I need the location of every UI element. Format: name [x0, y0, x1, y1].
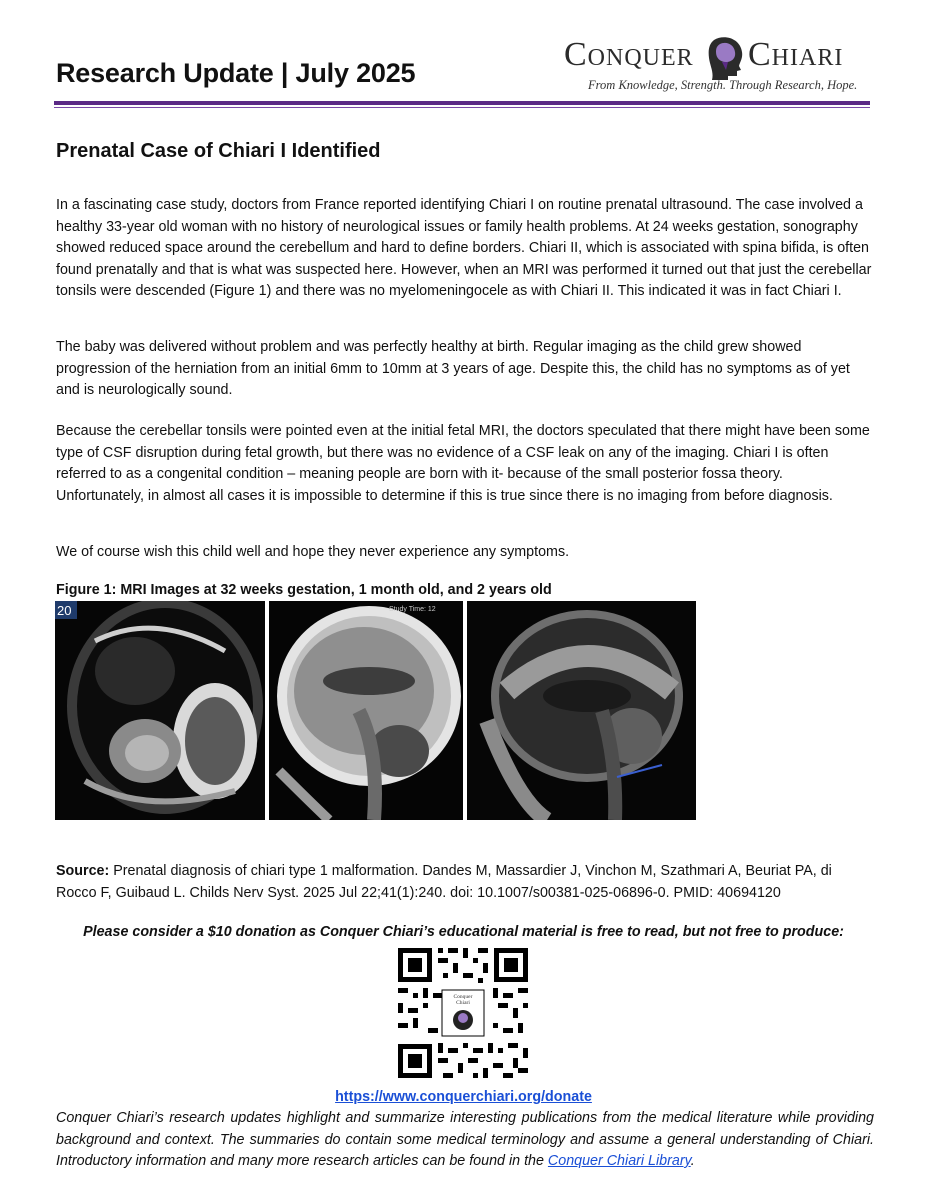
logo-word-conquer: Conquer: [564, 36, 694, 73]
donation-appeal: Please consider a $10 donation as Conquer Chiari’s educational material is free to read, but not free to produce:: [83, 924, 844, 940]
donate-qr-code[interactable]: [396, 946, 530, 1080]
source-text: Prenatal diagnosis of chiari type 1 malformation. Dandes M, Massardier J, Vinchon M, Szathmari A, Beuriat PA, di Rocco F, Guibaud L. Childs Nerv Syst. 2025 Jul 22;41(1):240. doi: 10.1007/s00381-025-06896-0. PMID: 40694120: [56, 863, 832, 901]
qr-logo-text-conquer: Conquer: [453, 994, 473, 1000]
library-link[interactable]: Conquer Chiari Library: [547, 1153, 691, 1169]
figure-caption: Figure 1: MRI Images at 32 weeks gestation, 1 month old, and 2 years old: [56, 582, 552, 598]
footer-note: [56, 1108, 874, 1173]
mri-image-1-month: [269, 601, 463, 820]
mri-image-1-month-label: Study Time: 12: [389, 606, 436, 613]
qr-logo-text-chiari: Chiari: [456, 1000, 470, 1006]
mri-image-2-years: [467, 601, 696, 820]
article-paragraph-1: In a fascinating case study, doctors from France reported identifying Chiari I on routine prenatal ultrasound. The case involved a healthy 33-year old woman with no history of neurological issues or family health problems. At 24 weeks gestation, sonography showed reduced space around the cerebellum and hard to define borders. Chiari II, which is associated with spina bifida, is often found prenatally and that is what was suspected here. However, when an MRI was performed it turned out that just the cerebellar tonsils were descended (Figure 1) and there was no myelomeningocele as with Chiari II. This indicated it was in fact Chiari I.: [56, 197, 872, 299]
donate-link[interactable]: https://www.conquerchiari.org/donate: [335, 1089, 592, 1105]
article-title: Prenatal Case of Chiari I Identified: [56, 140, 381, 162]
conquer-chiari-logo: [560, 36, 890, 100]
header-divider: [54, 101, 870, 105]
header-divider-thin: [54, 107, 870, 108]
mri-image-fetal: [55, 601, 265, 820]
source-label: Source:: [56, 863, 110, 879]
logo-word-chiari: Chiari: [748, 36, 844, 73]
article-paragraph-2: The baby was delivered without problem and was perfectly healthy at birth. Regular imaging as the child grew showed progression of the herniation from an initial 6mm to 10mm at 3 years of age. Despite this, the child has no symptoms as of yet and is neurologically sound.: [56, 339, 850, 398]
article-paragraph-3: Because the cerebellar tonsils were pointed even at the initial fetal MRI, the doctors speculated that there might have been some type of CSF disruption during fetal growth, but there was no evidence of a CSF leak on any of the imaging. Chiari I is often referred to as a congenital condition – meaning people are born with it- because of the small posterior fossa theory. Unfortunately, in almost all cases it is impossible to determine if this is true since there is no imaging from before diagnosis.: [56, 423, 870, 504]
source-citation: [56, 861, 874, 904]
footer-text: Conquer Chiari’s research updates highlight and summarize interesting publications from the medical literature while providing background and context. The summaries do contain some medical terminology and assume a general understanding of Chiari. Introductory information and many more research articles can be found in the: [56, 1110, 874, 1169]
head-silhouette-icon: [706, 36, 746, 80]
mri-image-fetal-label: 20: [57, 603, 72, 618]
article-paragraph-4: We of course wish this child well and hope they never experience any symptoms.: [56, 544, 570, 560]
page-title: Research Update | July 2025: [56, 58, 416, 88]
logo-tagline: From Knowledge, Strength. Through Research, Hope.: [588, 78, 858, 92]
footer-end: .: [690, 1153, 695, 1169]
